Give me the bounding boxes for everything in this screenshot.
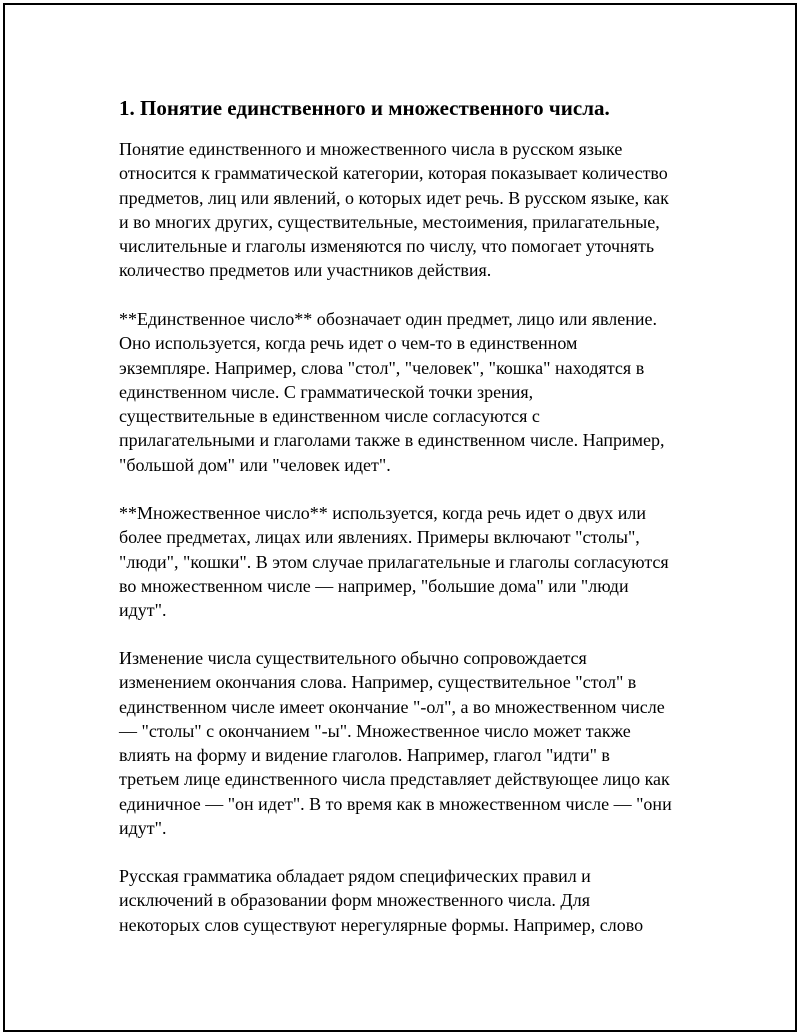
text-line: количество предметов или участников действия. (119, 260, 492, 281)
text-line: более предметах, лицах или явлениях. Примеры включают "столы", (119, 527, 640, 548)
text-line: предметов, лиц или явлений, о которых идет речь. В русском языке, как (119, 187, 669, 208)
text-line: экземпляре. Например, слова "стол", "человек", "кошка" находятся в (119, 357, 645, 378)
text-line: Изменение числа существительного обычно сопровождается (119, 648, 587, 668)
text-line: единственном числе. С грамматической точки зрения, (119, 381, 534, 402)
text-line: существительные в единственном числе согласуются с (119, 406, 540, 427)
text-line: единственном числе имеет окончание "-ол", а во множественном числе (119, 696, 665, 717)
text-line: Русская грамматика обладает рядом специфических правил и (119, 866, 591, 886)
text-line: **Единственное число** обозначает один предмет, лицо или явление. (119, 309, 657, 329)
paragraph-endings (119, 646, 672, 840)
text-line: **Множественное число** используется, когда речь идет о двух или (119, 503, 646, 523)
text-line: Оно используется, когда речь идет о чем-то в единственном (119, 333, 578, 354)
text-line: во множественном числе — например, "большие дома" или "люди (119, 575, 629, 596)
text-line: изменением окончания слова. Например, существительное "стол" в (119, 672, 637, 693)
text-line: прилагательными и глаголами также в единственном числе. Например, (119, 430, 665, 451)
text-line: идут". (119, 818, 167, 839)
text-line: исключений в образовании форм множественного числа. Для (119, 890, 590, 911)
text-line: единичное — "он идет". В то время как в множественном числе — "они (119, 793, 672, 814)
text-line: числительные и глаголы изменяются по числу, что помогает уточнять (119, 236, 655, 257)
paragraph-plural (119, 501, 669, 622)
text-line: третьем лице единственного числа представляет действующее лицо как (119, 769, 670, 790)
paragraph-intro (119, 137, 669, 283)
text-line: идут". (119, 600, 167, 621)
paragraph-singular (119, 307, 664, 477)
text-line: "люди", "кошки". В этом случае прилагательные и глаголы согласуются (119, 551, 669, 572)
section-heading: 1. Понятие единственного и множественного числа. (119, 96, 610, 120)
text-line: влиять на форму и видение глаголов. Например, глагол "идти" в (119, 745, 610, 766)
text-line: и во многих других, существительные, местоимения, прилагательные, (119, 211, 660, 232)
text-line: Понятие единственного и множественного числа в русском языке (119, 139, 623, 159)
text-line: "большой дом" или "человек идет". (119, 454, 391, 475)
text-line: — "столы" с окончанием "-ы". Множественное число может также (119, 720, 631, 741)
text-line: относится к грамматической категории, которая показывает количество (119, 163, 668, 184)
paragraph-exceptions (119, 864, 643, 937)
text-line: некоторых слов существуют нерегулярные формы. Например, слово (119, 914, 644, 935)
document-page (3, 3, 797, 1032)
